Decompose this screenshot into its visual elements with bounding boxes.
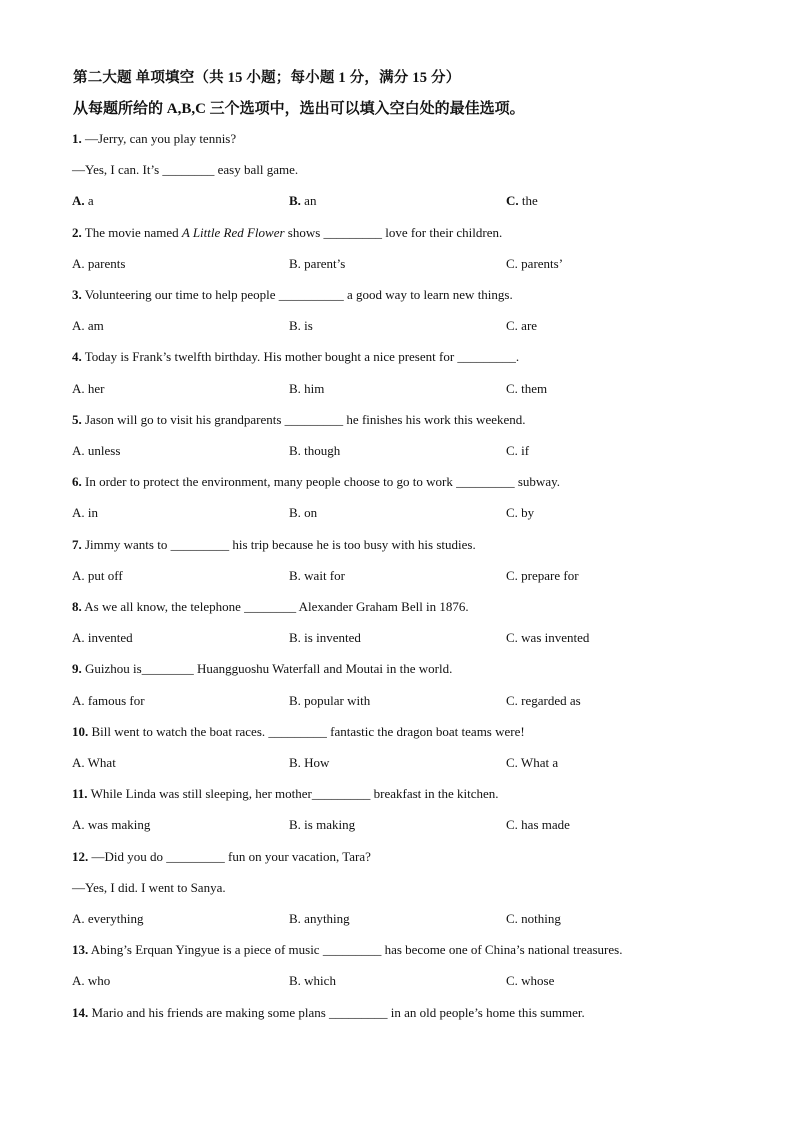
answer-option[interactable] (289, 193, 316, 209)
option-letter: A. (72, 505, 85, 521)
question-stem (72, 942, 622, 958)
option-text: on (300, 505, 318, 521)
option-letter: C. (506, 505, 518, 521)
question-text: Abing’s Erquan Yingyue is a piece of music _________ has become one of China’s national treasures. (90, 942, 623, 958)
question-text: In order to protect the environment, many people choose to go to work _________ subway. (85, 474, 560, 490)
question-stem (72, 537, 476, 553)
option-text: has made (517, 817, 570, 833)
answer-option[interactable] (72, 755, 116, 771)
option-letter: A. (72, 755, 85, 770)
option-text: are (517, 318, 538, 334)
option-text: is (300, 318, 313, 334)
option-text: is invented (300, 630, 361, 646)
answer-option[interactable] (72, 817, 150, 833)
option-text: parents’ (517, 255, 564, 271)
question-text: —Yes, I did. I went to Sanya. (72, 879, 226, 895)
answer-option[interactable] (506, 568, 579, 584)
question-stem (72, 724, 525, 740)
question-number: 9. (72, 661, 82, 677)
option-text: a (84, 193, 94, 209)
option-text: was invented (517, 630, 590, 646)
question-stem (72, 474, 560, 490)
option-letter: A. (72, 255, 85, 271)
question-text: As we all know, the telephone ________ Alexander Graham Bell in 1876. (84, 599, 469, 614)
question-text: Jason will go to visit his grandparents _________ he finishes his work this weekend. (85, 411, 526, 427)
answer-option[interactable] (289, 381, 324, 397)
option-text: invented (84, 630, 133, 646)
question-text: Today is Frank’s twelfth birthday. His mother bought a nice present for _________. (84, 349, 520, 365)
option-text: is making (300, 817, 356, 833)
question-number: 10. (72, 723, 89, 739)
answer-option[interactable] (506, 911, 561, 927)
option-letter: A. (72, 817, 85, 833)
answer-option[interactable] (289, 505, 317, 521)
question-text: Jimmy wants to _________ his trip because he is too busy with his studies. (85, 536, 476, 552)
option-letter: B. (289, 755, 301, 770)
option-letter: A. (72, 911, 85, 926)
option-letter: B. (289, 630, 301, 646)
answer-option[interactable] (72, 911, 143, 927)
option-letter: B. (289, 973, 301, 989)
answer-option[interactable] (506, 755, 558, 771)
question-text: The movie named (84, 224, 182, 240)
question-stem (72, 412, 526, 428)
option-letter: A. (72, 318, 85, 334)
option-text: parent’s (300, 255, 346, 271)
answer-option[interactable] (289, 630, 361, 646)
question-text: —Did you do _________ fun on your vacation, Tara? (91, 848, 371, 864)
answer-option[interactable] (72, 256, 125, 272)
option-letter: C. (506, 630, 518, 646)
option-letter: C. (506, 380, 518, 396)
section-instructions: 从每题所给的 A,B,C 三个选项中，选出可以填入空白处的最佳选项。 (73, 101, 525, 117)
option-letter: A. (72, 193, 85, 209)
answer-option[interactable] (72, 443, 120, 459)
question-number: 14. (72, 1004, 89, 1020)
option-letter: B. (289, 255, 301, 271)
option-text: parents (84, 255, 126, 271)
question-number: 3. (72, 287, 82, 302)
question-number: 8. (72, 599, 82, 614)
answer-option[interactable] (72, 630, 133, 646)
question-number: 4. (72, 349, 82, 365)
option-text: which (300, 973, 336, 989)
option-letter: C. (506, 755, 518, 770)
answer-option[interactable] (72, 505, 98, 521)
question-number: 1. (72, 131, 82, 146)
option-text: put off (84, 567, 123, 583)
option-letter: B. (289, 817, 301, 833)
question-number: 11. (72, 786, 88, 802)
option-letter: B. (289, 193, 301, 209)
option-text: anything (300, 911, 350, 926)
section-title: 第二大题 单项填空（共 15 小题；每小题 1 分，满分 15 分） (73, 70, 461, 86)
question-stem (72, 287, 513, 303)
answer-option[interactable] (506, 381, 547, 397)
answer-option[interactable] (72, 973, 110, 989)
option-text: am (84, 318, 104, 334)
question-stem (72, 849, 371, 865)
option-text: if (517, 443, 530, 458)
question-text: Bill went to watch the boat races. _________ fantastic the dragon boat teams were! (91, 723, 525, 739)
option-text: by (517, 505, 535, 521)
answer-option[interactable] (72, 381, 105, 397)
option-text: them (517, 380, 548, 396)
answer-option[interactable] (506, 693, 581, 709)
question-title-italic: A Little Red Flower (181, 224, 285, 240)
question-text: Mario and his friends are making some plans _________ in an old people’s home this summer. (91, 1004, 585, 1020)
question-text: Guizhou is________ Huangguoshu Waterfall and Moutai in the world. (85, 661, 453, 677)
question-dialogue-line (72, 162, 298, 178)
answer-option[interactable] (72, 318, 104, 334)
answer-option[interactable] (289, 318, 313, 334)
question-number: 5. (72, 411, 82, 427)
option-letter: A. (72, 973, 85, 989)
answer-option[interactable] (506, 318, 537, 334)
question-text: While Linda was still sleeping, her mother_________ breakfast in the kitchen. (90, 786, 499, 802)
option-letter: C. (506, 973, 518, 989)
option-letter: B. (289, 443, 301, 458)
option-text: everything (84, 911, 144, 926)
option-letter: B. (289, 380, 301, 396)
question-text: —Yes, I can. It’s ________ easy ball game. (72, 162, 299, 178)
answer-option[interactable] (506, 630, 589, 646)
option-text: in (84, 505, 99, 521)
option-text: famous for (84, 692, 145, 708)
question-stem (72, 349, 519, 365)
option-letter: C. (506, 692, 518, 708)
answer-option[interactable] (289, 817, 355, 833)
question-stem (72, 1005, 585, 1021)
option-text: was making (84, 817, 151, 833)
question-text: Volunteering our time to help people __________ a good way to learn new things. (84, 287, 513, 302)
option-letter: A. (72, 567, 85, 583)
option-letter: C. (506, 567, 518, 583)
question-stem (72, 786, 499, 802)
option-text: whose (517, 973, 555, 989)
option-text: popular with (300, 692, 371, 708)
question-number: 12. (72, 848, 89, 864)
option-text: her (84, 380, 105, 396)
option-letter: A. (72, 630, 85, 646)
answer-option[interactable] (72, 693, 145, 709)
option-text: How (300, 755, 330, 770)
answer-option[interactable] (289, 911, 350, 927)
option-text: prepare for (517, 567, 579, 583)
question-stem (72, 599, 469, 615)
option-text: who (84, 973, 111, 989)
answer-option[interactable] (72, 568, 123, 584)
option-text: What a (517, 755, 559, 770)
answer-option[interactable] (289, 443, 340, 459)
answer-option[interactable] (506, 817, 570, 833)
answer-option[interactable] (289, 256, 345, 272)
question-dialogue-line (72, 880, 226, 896)
answer-option[interactable] (506, 256, 563, 272)
question-number: 2. (72, 224, 82, 240)
question-number: 13. (72, 942, 89, 958)
option-letter: C. (506, 817, 518, 833)
option-letter: A. (72, 443, 85, 458)
answer-option[interactable] (289, 568, 345, 584)
question-stem (72, 225, 502, 241)
answer-option[interactable] (506, 443, 529, 459)
question-text-continued: shows _________ love for their children. (284, 224, 503, 240)
question-stem (72, 131, 236, 147)
option-text: wait for (300, 567, 345, 583)
option-text: nothing (517, 911, 561, 926)
answer-option[interactable] (506, 973, 554, 989)
option-letter: B. (289, 318, 301, 334)
option-letter: A. (72, 380, 85, 396)
option-text: unless (84, 443, 121, 458)
option-letter: C. (506, 443, 518, 458)
question-number: 7. (72, 536, 82, 552)
option-letter: B. (289, 505, 301, 521)
option-letter: C. (506, 911, 518, 926)
answer-option[interactable] (289, 693, 370, 709)
option-text: regarded as (517, 692, 581, 708)
option-text: an (300, 193, 317, 209)
option-letter: C. (506, 255, 518, 271)
option-text: the (518, 193, 538, 209)
option-letter: B. (289, 567, 301, 583)
option-letter: C. (506, 193, 519, 209)
question-text: —Jerry, can you play tennis? (85, 131, 237, 146)
option-letter: B. (289, 911, 301, 926)
option-letter: C. (506, 318, 518, 334)
option-letter: A. (72, 692, 85, 708)
answer-option[interactable] (289, 755, 329, 771)
option-letter: B. (289, 692, 301, 708)
option-text: him (300, 380, 325, 396)
answer-option[interactable] (72, 193, 94, 209)
answer-option[interactable] (506, 505, 534, 521)
answer-option[interactable] (289, 973, 336, 989)
answer-option[interactable] (506, 193, 538, 209)
question-number: 6. (72, 474, 82, 490)
question-stem (72, 661, 452, 677)
option-text: What (84, 755, 116, 770)
option-text: though (300, 443, 341, 458)
